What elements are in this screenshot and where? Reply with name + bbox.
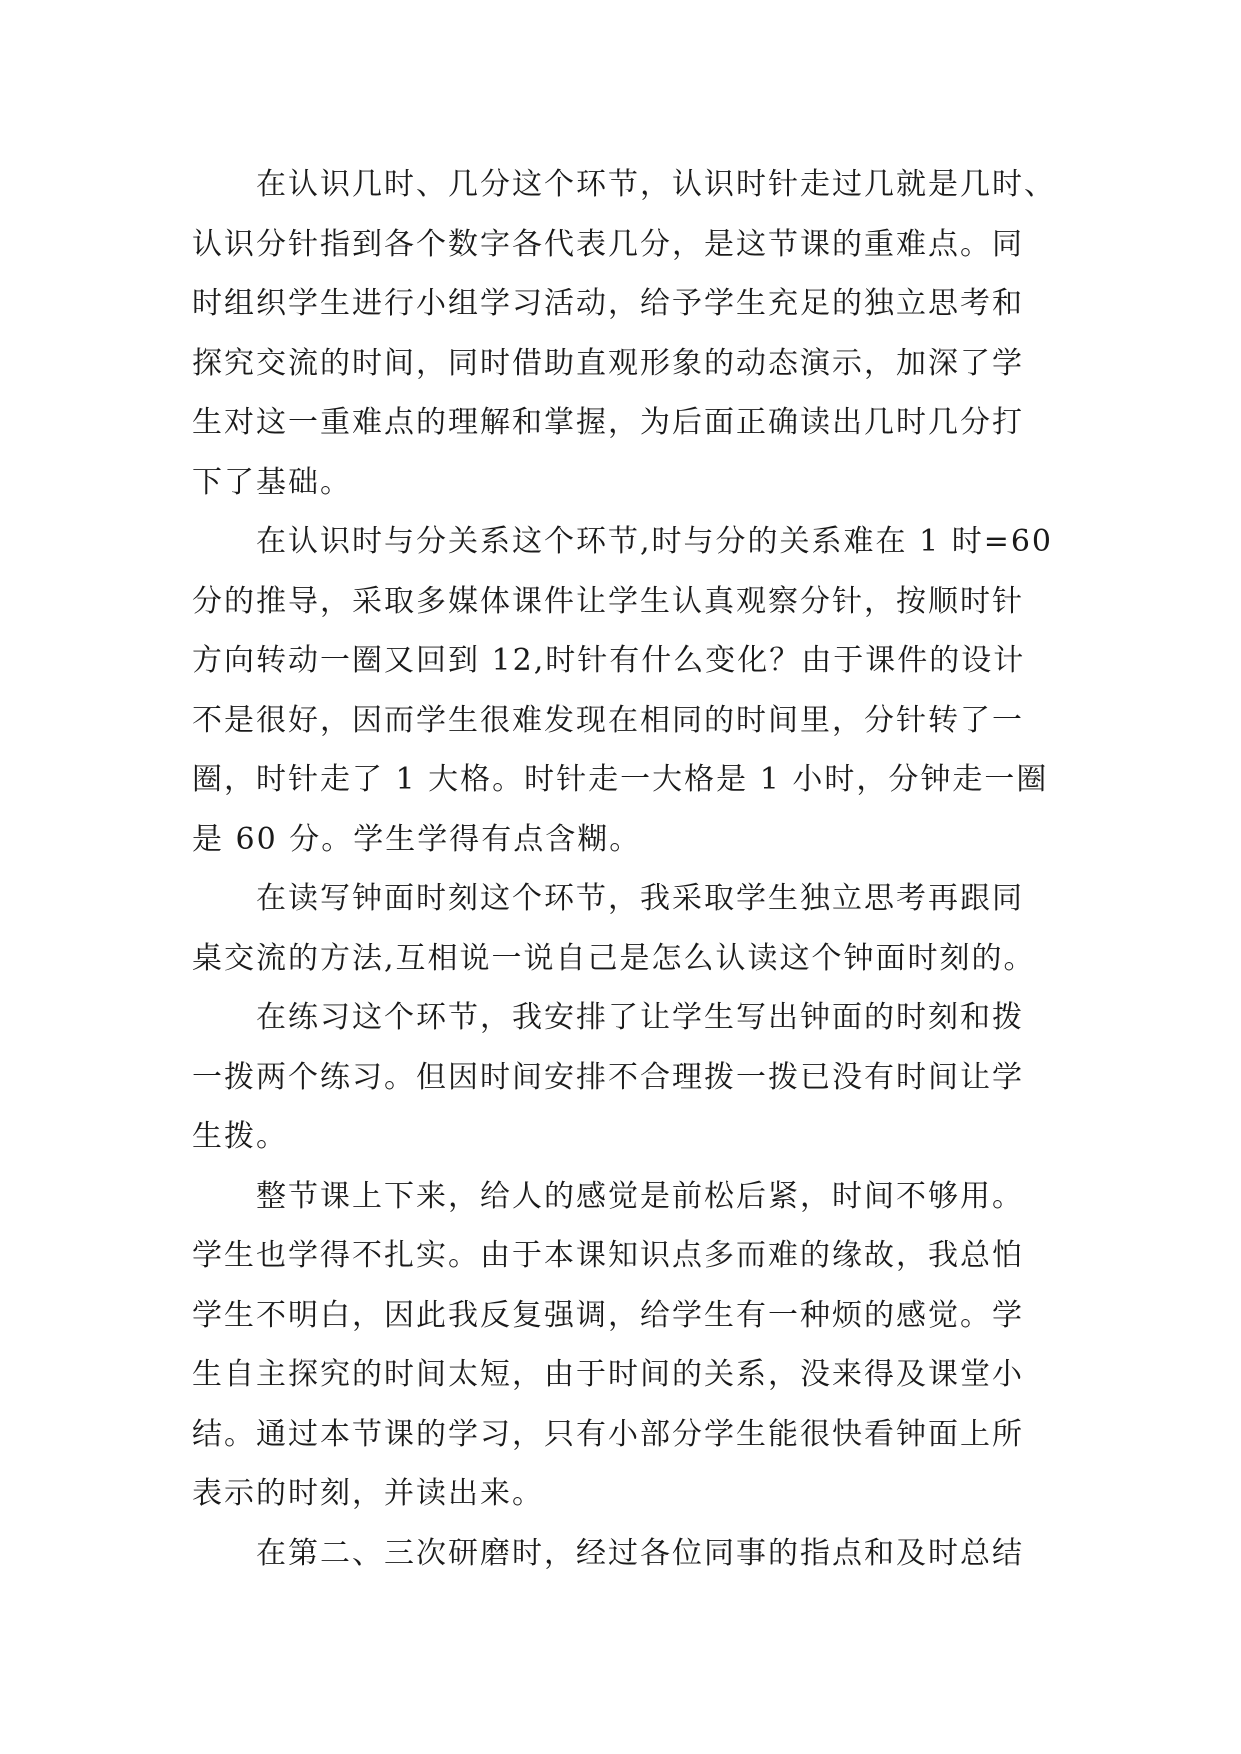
text-line: 探究交流的时间，同时借助直观形象的动态演示，加深了学 — [192, 345, 1024, 381]
text-line: 下了基础。 — [192, 464, 352, 500]
text-line: 不是很好，因而学生很难发现在相同的时间里，分针转了一 — [192, 702, 1024, 738]
text-line: 方向转动一圈又回到 12,时针有什么变化？由于课件的设计 — [192, 643, 1026, 678]
text-line: 学生不明白，因此我反复强调，给学生有一种烦的感觉。学 — [192, 1297, 1024, 1333]
text-line: 认识分针指到各个数字各代表几分，是这节课的重难点。同 — [192, 226, 1024, 262]
text-line: 整节课上下来，给人的感觉是前松后紧，时间不够用。 — [256, 1178, 1024, 1214]
text-line: 生对这一重难点的理解和掌握，为后面正确读出几时几分打 — [192, 405, 1024, 440]
text-line: 在练习这个环节，我安排了让学生写出钟面的时刻和拨 — [256, 1000, 1024, 1035]
text-line: 在认识时与分关系这个环节,时与分的关系难在 1 时=60 — [256, 524, 1054, 559]
text-line: 是 60 分。学生学得有点含糊。 — [192, 821, 642, 857]
text-line: 圈，时针走了 1 大格。时针走一大格是 1 小时，分钟走一圈 — [192, 762, 1049, 797]
text-line: 在读写钟面时刻这个环节，我采取学生独立思考再跟同 — [256, 881, 1024, 916]
text-line: 一拨两个练习。但因时间安排不合理拨一拨已没有时间让学 — [192, 1059, 1024, 1095]
text-line: 时组织学生进行小组学习活动，给予学生充足的独立思考和 — [192, 286, 1024, 321]
text-line: 在认识几时、几分这个环节，认识时针走过几就是几时、 — [256, 167, 1056, 202]
text-line: 生拨。 — [192, 1119, 288, 1154]
text-line: 分的推导，采取多媒体课件让学生认真观察分针，按顺时针 — [192, 583, 1024, 619]
body-text — [192, 155, 1056, 1583]
text-line: 在第二、三次研磨时，经过各位同事的指点和及时总结 — [256, 1535, 1024, 1571]
text-line: 表示的时刻，并读出来。 — [192, 1476, 544, 1511]
text-line: 学生也学得不扎实。由于本课知识点多而难的缘故，我总怕 — [192, 1238, 1024, 1273]
text-line: 桌交流的方法,互相说一说自己是怎么认读这个钟面时刻的。 — [192, 940, 1036, 976]
text-line: 结。通过本节课的学习，只有小部分学生能很快看钟面上所 — [192, 1416, 1024, 1452]
text-line: 生自主探究的时间太短，由于时间的关系，没来得及课堂小 — [192, 1357, 1024, 1392]
